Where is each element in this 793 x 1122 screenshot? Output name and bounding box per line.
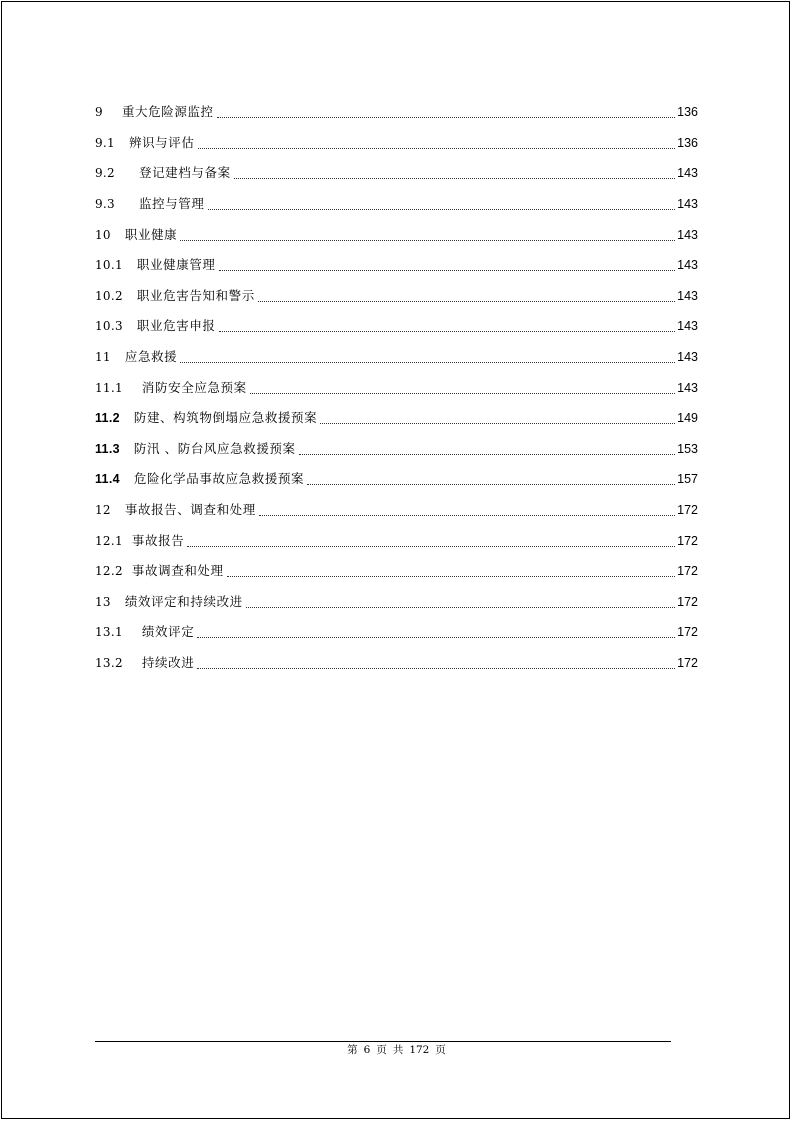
toc-dot-leader — [250, 392, 675, 394]
toc-entry-number: 9 — [95, 105, 103, 120]
toc-dot-leader — [197, 667, 675, 669]
toc-entry-page-number: 172 — [677, 625, 698, 640]
toc-entry-title: 辨识与评估 — [128, 134, 195, 150]
toc-entry-title: 事故报告 — [131, 532, 185, 548]
toc-entry-page-number: 143 — [677, 350, 698, 365]
toc-entry-number: 9.3 — [95, 197, 115, 212]
toc-entry-number: 12.1 — [95, 533, 123, 548]
toc-entry-page-number: 172 — [677, 503, 698, 518]
toc-entry[interactable] — [95, 525, 698, 556]
toc-entry[interactable] — [95, 281, 698, 312]
toc-dot-leader — [259, 514, 675, 516]
toc-dot-leader — [258, 300, 675, 302]
toc-entry-title: 消防安全应急预案 — [141, 379, 247, 395]
toc-entry[interactable] — [95, 250, 698, 281]
toc-entry-title: 监控与管理 — [138, 196, 205, 212]
toc-entry-title: 防汛 、防台风应急救援预案 — [133, 440, 296, 456]
toc-dot-leader — [234, 177, 675, 179]
toc-entry-number: 11 — [95, 350, 111, 365]
footer-total-pages: 172 — [409, 1044, 430, 1056]
toc-entry[interactable] — [95, 403, 698, 434]
toc-entry-number: 11.1 — [95, 380, 123, 395]
toc-entry-page-number: 143 — [677, 227, 698, 242]
footer-current-page: 6 — [363, 1044, 371, 1056]
toc-entry-title: 防建、构筑物倒塌应急救援预案 — [133, 410, 318, 426]
toc-entry-number: 12.2 — [95, 564, 123, 579]
toc-entry-title: 职业健康管理 — [136, 257, 216, 273]
toc-dot-leader — [217, 116, 675, 118]
table-of-contents — [95, 97, 698, 678]
toc-entry[interactable] — [95, 158, 698, 189]
toc-entry-page-number: 136 — [677, 105, 698, 120]
toc-dot-leader — [219, 330, 675, 332]
footer-page-unit: 页 — [376, 1044, 387, 1056]
toc-dot-leader — [180, 361, 675, 363]
page-footer — [0, 1042, 793, 1058]
toc-entry[interactable] — [95, 587, 698, 618]
toc-entry-number: 10 — [95, 227, 111, 242]
toc-entry-title: 绩效评定和持续改进 — [124, 593, 243, 609]
footer-page-unit-2: 页 — [435, 1044, 446, 1056]
toc-entry-page-number: 172 — [677, 564, 698, 579]
toc-entry-title: 职业危害申报 — [136, 318, 216, 334]
toc-entry[interactable] — [95, 128, 698, 159]
toc-entry-page-number: 172 — [677, 655, 698, 670]
toc-entry-title: 应急救援 — [124, 349, 178, 365]
toc-dot-leader — [246, 606, 675, 608]
toc-entry-number: 11.2 — [95, 411, 120, 426]
toc-entry-title: 登记建档与备案 — [138, 165, 231, 181]
toc-entry-title: 事故报告、调查和处理 — [124, 502, 256, 518]
footer-total-label: 共 — [392, 1044, 404, 1056]
toc-entry-page-number: 157 — [677, 472, 698, 487]
toc-entry[interactable] — [95, 372, 698, 403]
toc-dot-leader — [187, 545, 675, 547]
toc-entry-title: 职业危害告知和警示 — [136, 287, 255, 303]
toc-dot-leader — [299, 453, 675, 455]
toc-dot-leader — [320, 422, 675, 424]
toc-entry-number: 13 — [95, 594, 111, 609]
toc-entry-page-number: 136 — [677, 135, 698, 150]
toc-entry[interactable] — [95, 189, 698, 220]
toc-entry[interactable] — [95, 617, 698, 648]
toc-entry-number: 9.1 — [95, 135, 115, 150]
toc-entry-page-number: 153 — [677, 441, 698, 456]
toc-entry-page-number: 143 — [677, 197, 698, 212]
toc-entry-number: 11.3 — [95, 441, 120, 456]
toc-entry[interactable] — [95, 648, 698, 679]
toc-entry-page-number: 143 — [677, 380, 698, 395]
toc-entry-page-number: 143 — [677, 288, 698, 303]
toc-entry-number: 13.1 — [95, 625, 123, 640]
toc-entry-title: 职业健康 — [124, 226, 178, 242]
toc-dot-leader — [219, 269, 675, 271]
footer-prefix: 第 — [347, 1044, 358, 1056]
toc-entry[interactable] — [95, 495, 698, 526]
toc-entry-number: 10.2 — [95, 288, 123, 303]
toc-entry[interactable] — [95, 464, 698, 495]
toc-dot-leader — [227, 575, 675, 577]
toc-entry-number: 11.4 — [95, 472, 120, 487]
toc-entry-number: 10.3 — [95, 319, 123, 334]
toc-entry-page-number: 172 — [677, 533, 698, 548]
toc-entry-page-number: 172 — [677, 594, 698, 609]
toc-entry-title: 事故调查和处理 — [131, 563, 224, 579]
toc-entry-number: 12 — [95, 503, 111, 518]
toc-dot-leader — [197, 636, 675, 638]
toc-entry-page-number: 143 — [677, 166, 698, 181]
toc-entry-title: 绩效评定 — [141, 624, 195, 640]
toc-dot-leader — [307, 483, 675, 485]
toc-entry-number: 13.2 — [95, 655, 123, 670]
toc-entry-title: 重大危险源监控 — [121, 104, 214, 120]
toc-entry[interactable] — [95, 556, 698, 587]
toc-entry[interactable] — [95, 97, 698, 128]
toc-entry[interactable] — [95, 342, 698, 373]
toc-entry-title: 持续改进 — [141, 654, 195, 670]
toc-dot-leader — [198, 147, 676, 149]
toc-entry[interactable] — [95, 219, 698, 250]
toc-entry[interactable] — [95, 434, 698, 465]
toc-entry-title: 危险化学品事故应急救援预案 — [133, 471, 305, 487]
toc-entry-number: 9.2 — [95, 166, 115, 181]
toc-entry-page-number: 149 — [677, 411, 698, 426]
toc-entry[interactable] — [95, 311, 698, 342]
toc-dot-leader — [208, 208, 676, 210]
toc-entry-number: 10.1 — [95, 258, 123, 273]
toc-entry-page-number: 143 — [677, 319, 698, 334]
toc-entry-page-number: 143 — [677, 258, 698, 273]
toc-dot-leader — [180, 239, 675, 241]
